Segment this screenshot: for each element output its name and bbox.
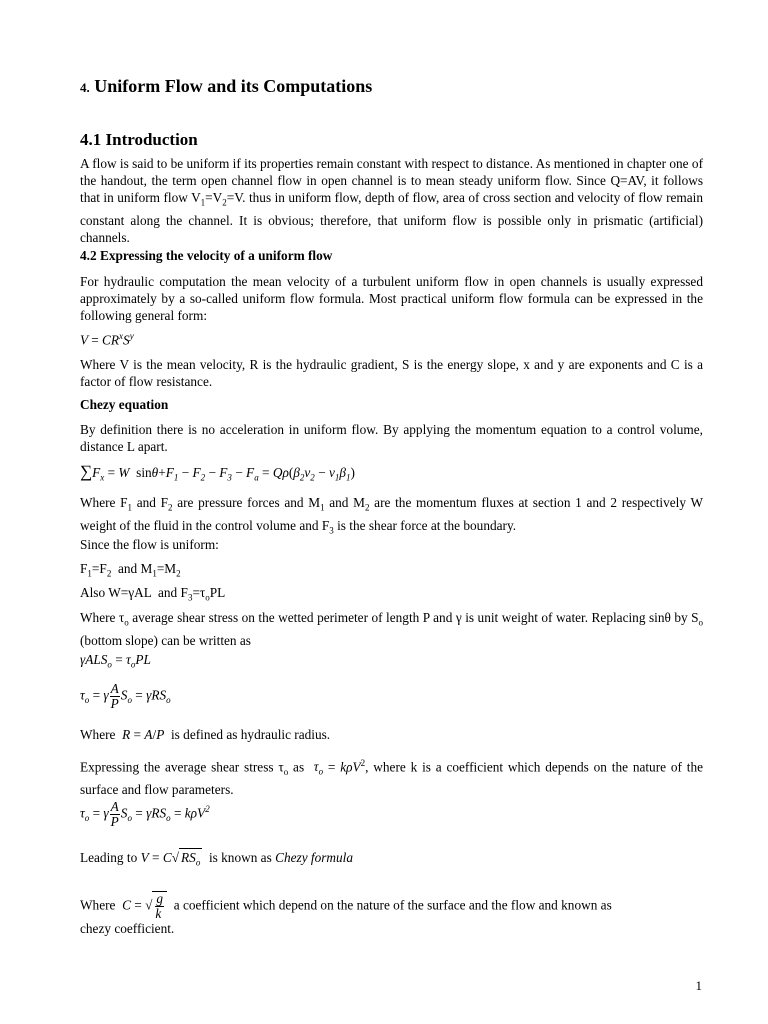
shear-paragraph: Where $\tau_o$ average shear stress on the wetted perimeter of length P and γ is unit weight of water. Replacing sinθ by $S_o$ (bottom slope) can be written as [80,610,703,648]
chezy-formula-line: Leading to V = C√ $RS_o$ is known as Chezy formula [80,848,703,872]
since-uniform: Since the flow is uniform: [80,537,219,552]
section-heading-velocity: 4.2 Expressing the velocity of a uniform flow [80,248,333,263]
chapter-heading [80,76,372,97]
chezy-paragraph: By definition there is no acceleration in uniform flow. By applying the momentum equation to a control volume, distance L apart. [80,422,703,454]
velocity-paragraph: For hydraulic computation the mean velocity of a turbulent uniform flow in open channels is usually expressed approximately by a so-called uniform flow formula. Most practical uniform flow formula can be expressed in the following general form: [80,274,703,323]
general-flow-equation: $V = CR^xS^y$ [80,331,134,348]
chezy-formula-name: Chezy formula [275,850,354,865]
chapter-title: Uniform Flow and its Computations [94,76,373,96]
hydraulic-radius-line: Where R = A/P is defined as hydraulic radius. [80,727,331,742]
page-number: 1 [695,978,702,993]
intro-paragraph: A flow is said to be uniform if its properties remain constant with respect to distance. As mentioned in chapter one of the handout, the term open channel flow in open channel is to mean steady uniform flow. Since Q=AV, it follows that in uniform flow $V_1=V_2=V$. thus in uniform flow, depth of flow, area of cross section and velocity of flow remain constant along the channel. It is obvious; therefore, that uniform flow is possible only in prismatic (artificial) channels. [80,156,703,245]
chezy-coefficient-label: chezy coefficient. [80,921,175,936]
tau-equation-2: $\tau_o = \gamma$ $\frac{A}{P}$ $S_o = \gamma RS_o = k\rho V^2$ [80,799,210,829]
momentum-equation: $\sum F_x = W$ $\sin\theta+F_1 - F_2 - F_3 - F_a = Q\rho(\beta_2v_2 - v_1\beta_1)$ [80,462,355,483]
chezy-heading: Chezy equation [80,397,169,412]
where-f-paragraph: Where $F_1$ and $F_2$ are pressure forces and $M_1$ and $M_2$ are the momentum fluxes at section 1 and 2 respectively W weight of the fluid in the control volume and $F_3$ is the shear force at the boundary. [80,495,703,536]
force-equality: $F_1=F_2$ and $M_1=M_2$ [80,561,181,579]
gamma-equation: $\gamma ALS_o = \tau_oPL$ [80,652,151,670]
section-heading-intro: 4.1 Introduction [80,130,198,149]
chezy-coefficient-line: Where C = √ $\frac{g}{k}$ a coefficient which depend on the nature of the surface and the flow and known as [80,891,612,921]
where-v-paragraph: Where V is the mean velocity, R is the hydraulic gradient, S is the energy slope, x and y are exponents and C is a factor of flow resistance. [80,357,703,389]
express-shear-paragraph: Expressing the average shear stress $\tau_o$ as $\tau_o = k\rho V^2$, where k is a coefficient which depends on the nature of the surface and flow parameters. [80,758,704,798]
chapter-number: 4. [80,80,90,95]
weight-equation: Also W=γAL and $F_3=\tau_oPL$ [80,585,226,603]
tau-equation-1: $\tau_o = \gamma$ $\frac{A}{P}$ $S_o = \gamma RS_o$ [80,681,171,711]
